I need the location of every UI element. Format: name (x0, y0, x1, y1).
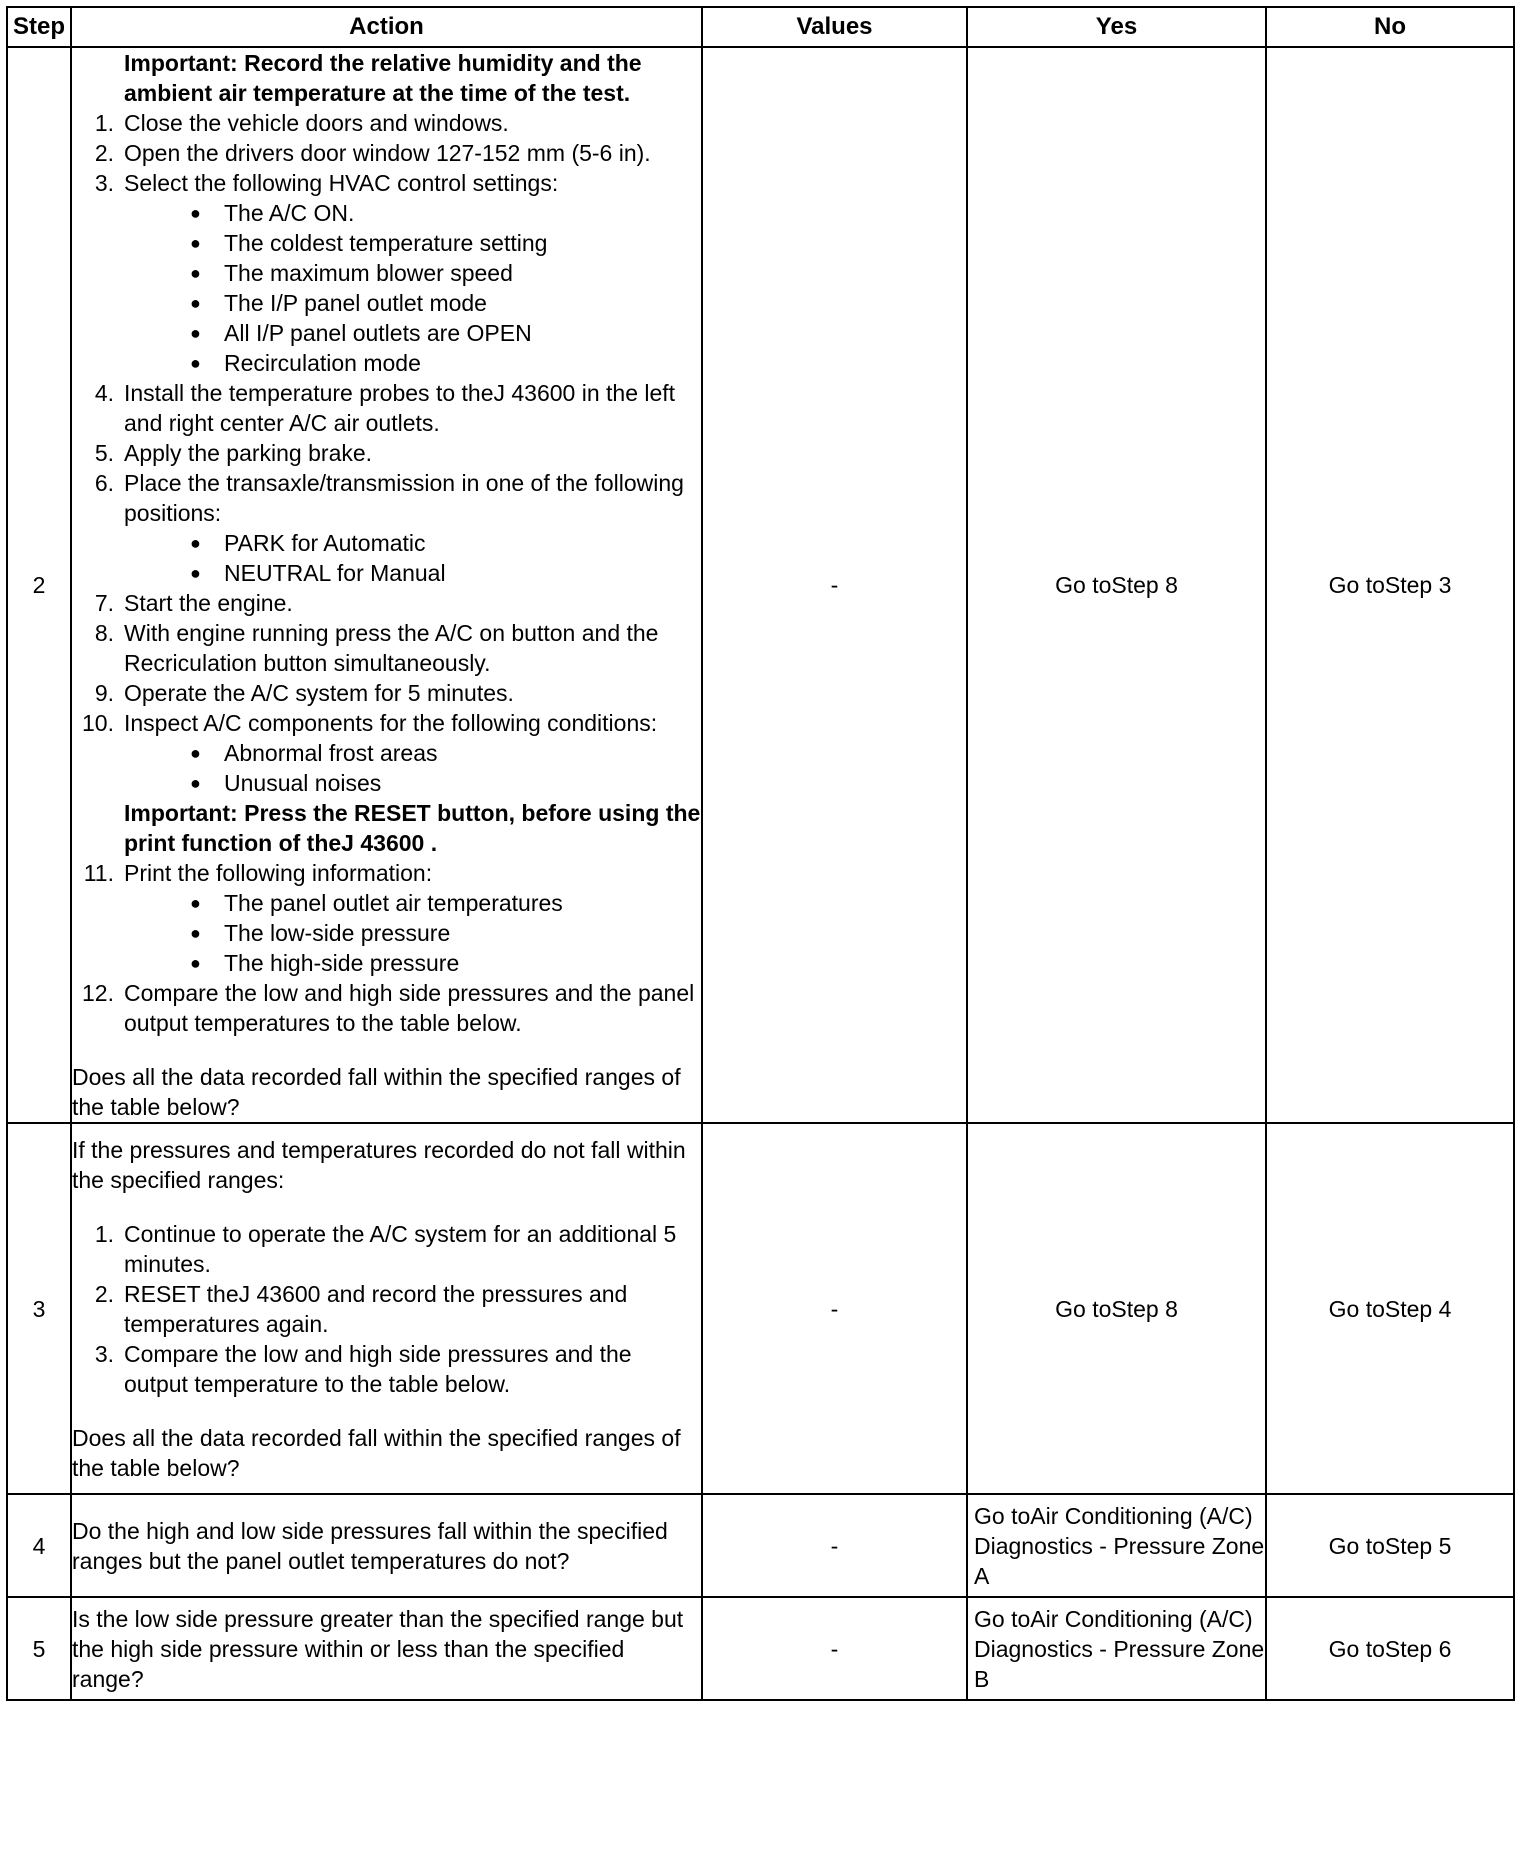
list-item: 11. Print the following information: ● The panel outlet air temperatures ● The low-side pressure ● The high-side pressure (72, 858, 701, 978)
step-number: 4 (7, 1494, 71, 1597)
step-number: 2 (7, 47, 71, 1123)
procedure-list (72, 108, 701, 1038)
list-item: 7. Start the engine. (94, 590, 293, 616)
bullet-item: ● Unusual noises (124, 768, 701, 798)
bullet-item: ● The panel outlet air temperatures (124, 888, 701, 918)
question-text: Does all the data recorded fall within the specified ranges of the table below? (72, 1424, 681, 1481)
list-item: 4. Install the temperature probes to theJ 43600 in the left and right center A/C air outlets. (94, 380, 676, 436)
intro-text: If the pressures and temperatures recorded do not fall within the specified ranges: (72, 1136, 686, 1193)
bullet-list (124, 738, 701, 798)
header-yes: Yes (967, 7, 1266, 47)
question-text: Does all the data recorded fall within the specified ranges of the table below? (72, 1064, 681, 1120)
question-text: Is the low side pressure greater than the specified range but the high side pressure within or less than the specified range? (71, 1597, 702, 1700)
values-cell: - (702, 1494, 967, 1597)
no-link[interactable]: Go toStep 6 (1266, 1597, 1514, 1700)
step-number: 5 (7, 1597, 71, 1700)
bullet-item: ● All I/P panel outlets are OPEN (124, 318, 701, 348)
bullet-list (124, 198, 701, 378)
step-number: 3 (7, 1123, 71, 1494)
header-no: No (1266, 7, 1514, 47)
header-row (7, 7, 1514, 47)
list-item: 2. RESET theJ 43600 and record the pressures and temperatures again. (94, 1280, 628, 1337)
action-cell (71, 1123, 702, 1494)
table-row-step-2 (7, 47, 1514, 1123)
bullet-item: ● PARK for Automatic (124, 528, 701, 558)
bullet-item: ● The low-side pressure (124, 918, 701, 948)
list-item: 5. Apply the parking brake. (94, 440, 373, 466)
bullet-item: ● The I/P panel outlet mode (124, 288, 701, 318)
procedure-list (72, 1219, 701, 1399)
yes-link[interactable]: Go toStep 8 (967, 1123, 1266, 1494)
bullet-item: ● Recirculation mode (124, 348, 701, 378)
bullet-item: ● NEUTRAL for Manual (124, 558, 701, 588)
list-item: 1. Close the vehicle doors and windows. (94, 110, 509, 136)
table-row-step-5 (7, 1597, 1514, 1700)
action-cell (71, 47, 702, 1123)
no-link[interactable]: Go toStep 4 (1266, 1123, 1514, 1494)
bullet-list (124, 528, 701, 588)
question-text: Do the high and low side pressures fall within the specified ranges but the panel outlet temperatures do not? (71, 1494, 702, 1597)
yes-link[interactable]: Go toAir Conditioning (A/C) Diagnostics - Pressure Zone A (967, 1494, 1266, 1597)
bullet-item: ● Abnormal frost areas (124, 738, 701, 768)
table-row-step-4 (7, 1494, 1514, 1597)
no-link[interactable]: Go toStep 3 (1266, 47, 1514, 1123)
list-item: 3. Compare the low and high side pressures and the output temperature to the table below. (94, 1340, 632, 1397)
list-item: 10. Inspect A/C components for the following conditions: ● Abnormal frost areas ● Unusual noises Important: Press the RESET button, before using the print function of theJ 43600 . (72, 708, 701, 858)
header-step: Step (7, 7, 71, 47)
table-row-step-3 (7, 1123, 1514, 1494)
bullet-item: ● The high-side pressure (124, 948, 701, 978)
important-note: Important: Press the RESET button, before using the print function of theJ 43600 . (124, 800, 701, 856)
diagnostic-table (6, 6, 1515, 1701)
header-values: Values (702, 7, 967, 47)
header-action: Action (71, 7, 702, 47)
important-note: Important: Record the relative humidity and the ambient air temperature at the time of the test. (124, 50, 642, 106)
list-item: 8. With engine running press the A/C on button and the Recriculation button simultaneously. (94, 620, 659, 676)
list-item: 6. Place the transaxle/transmission in one of the following positions: ● PARK for Automatic ● NEUTRAL for Manual (72, 468, 701, 588)
values-cell: - (702, 47, 967, 1123)
values-cell: - (702, 1123, 967, 1494)
list-item: 12. Compare the low and high side pressures and the panel output temperatures to the table below. (82, 980, 695, 1036)
list-item: 2. Open the drivers door window 127-152 mm (5-6 in). (94, 140, 651, 166)
yes-link[interactable]: Go toAir Conditioning (A/C) Diagnostics - Pressure Zone B (967, 1597, 1266, 1700)
list-item: 3. Select the following HVAC control settings: ● The A/C ON. ● The coldest temperature setting ● The maximum blower speed ● The I/P panel outlet mode ● All I/P panel outlets are OPEN ● Recirculation mode (72, 168, 701, 378)
list-item: 1. Continue to operate the A/C system for an additional 5 minutes. (94, 1220, 677, 1277)
bullet-item: ● The coldest temperature setting (124, 228, 701, 258)
bullet-list (124, 888, 701, 978)
list-item: 9. Operate the A/C system for 5 minutes. (94, 680, 514, 706)
values-cell: - (702, 1597, 967, 1700)
yes-link[interactable]: Go toStep 8 (967, 47, 1266, 1123)
bullet-item: ● The A/C ON. (124, 198, 701, 228)
bullet-item: ● The maximum blower speed (124, 258, 701, 288)
no-link[interactable]: Go toStep 5 (1266, 1494, 1514, 1597)
